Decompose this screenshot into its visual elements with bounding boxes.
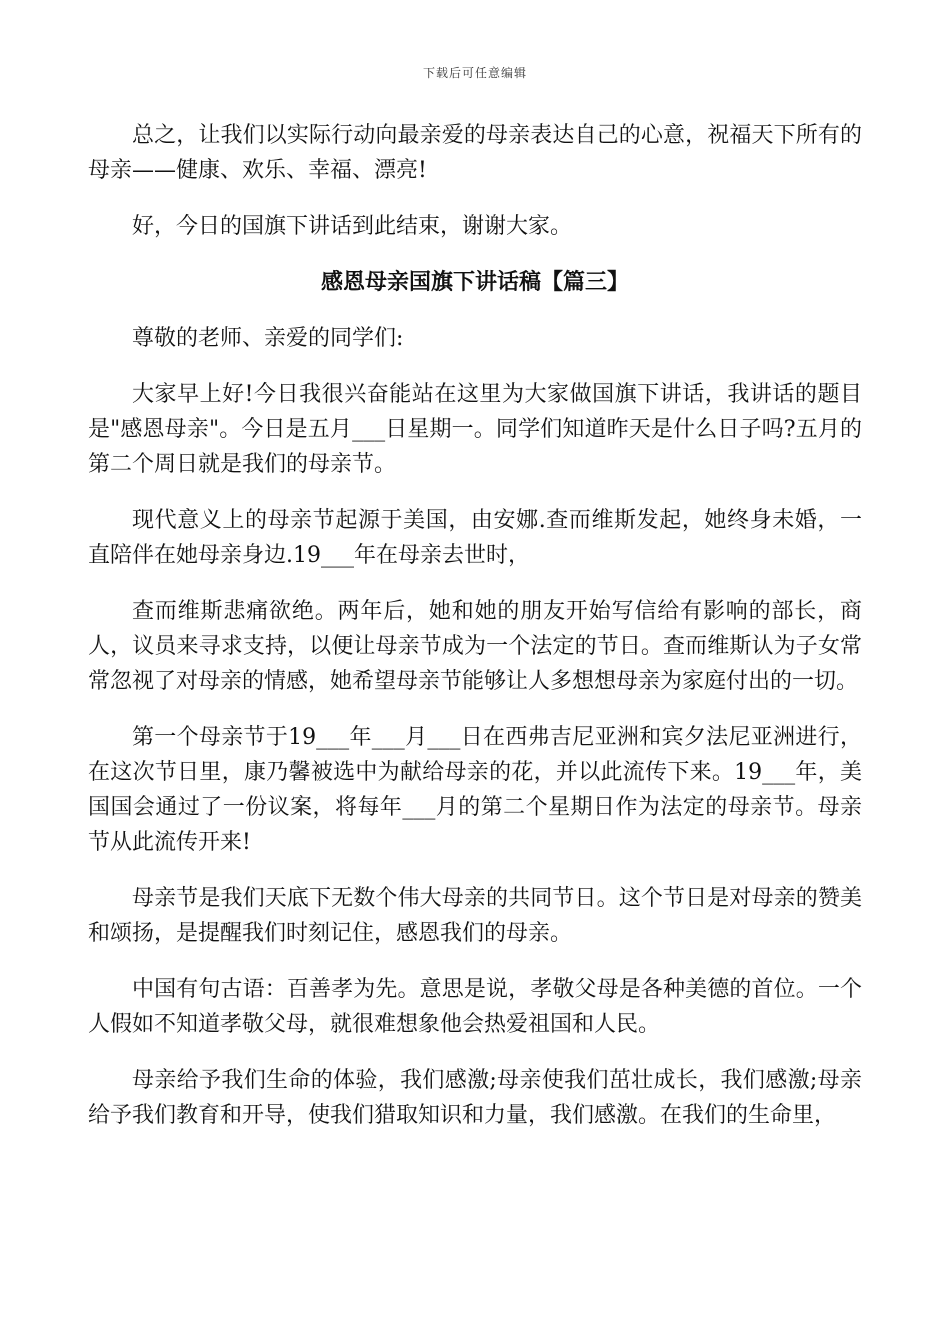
section-heading: 感恩母亲国旗下讲话稿【篇三】 — [320, 269, 629, 295]
paragraph: 母亲节是我们天底下无数个伟大母亲的共同节日。这个节日是对母亲的赞美和颂扬，是提醒我们时刻记住，感恩我们的母亲。 — [88, 886, 862, 946]
paragraph: 大家早上好!今日我很兴奋能站在这里为大家做国旗下讲话，我讲话的题目是"感恩母亲"。今日是五月___日星期一。同学们知道昨天是什么日子吗?五月的第二个周日就是我们的母亲节。 — [88, 382, 862, 477]
document-body — [88, 118, 862, 1154]
paragraph: 查而维斯悲痛欲绝。两年后，她和她的朋友开始写信给有影响的部长，商人，议员来寻求支持，以便让母亲节成为一个法定的节日。查而维斯认为子女常常忽视了对母亲的情感，她希望母亲节能够让人多想想母亲为家庭付出的一切。 — [88, 599, 862, 694]
paragraph: 中国有句古语：百善孝为先。意思是说，孝敬父母是各种美德的首位。一个人假如不知道孝敬父母，就很难想象他会热爱祖国和人民。 — [88, 977, 862, 1037]
paragraph: 现代意义上的母亲节起源于美国，由安娜.查而维斯发起，她终身未婚，一直陪伴在她母亲身边.19___年在母亲去世时， — [88, 508, 862, 568]
paragraph: 第一个母亲节于19___年___月___日在西弗吉尼亚洲和宾夕法尼亚洲进行，在这次节日里，康乃馨被选中为献给母亲的花，并以此流传下来。19___年，美国国会通过了一份议案，将每年___月的第二个星期日作为法定的母亲节。母亲节从此流传开来! — [88, 725, 862, 855]
paragraph: 好，今日的国旗下讲话到此结束，谢谢大家。 — [132, 214, 573, 239]
header-note: 下载后可任意编辑 — [422, 66, 527, 80]
paragraph: 尊敬的老师、亲爱的同学们: — [132, 326, 404, 351]
paragraph: 总之，让我们以实际行动向最亲爱的母亲表达自己的心意，祝福天下所有的母亲——健康、欢乐、幸福、漂亮! — [88, 123, 862, 183]
paragraph: 母亲给予我们生命的体验，我们感激;母亲使我们茁壮成长，我们感激;母亲给予我们教育和开导，使我们猎取知识和力量，我们感激。在我们的生命里， — [88, 1068, 862, 1128]
